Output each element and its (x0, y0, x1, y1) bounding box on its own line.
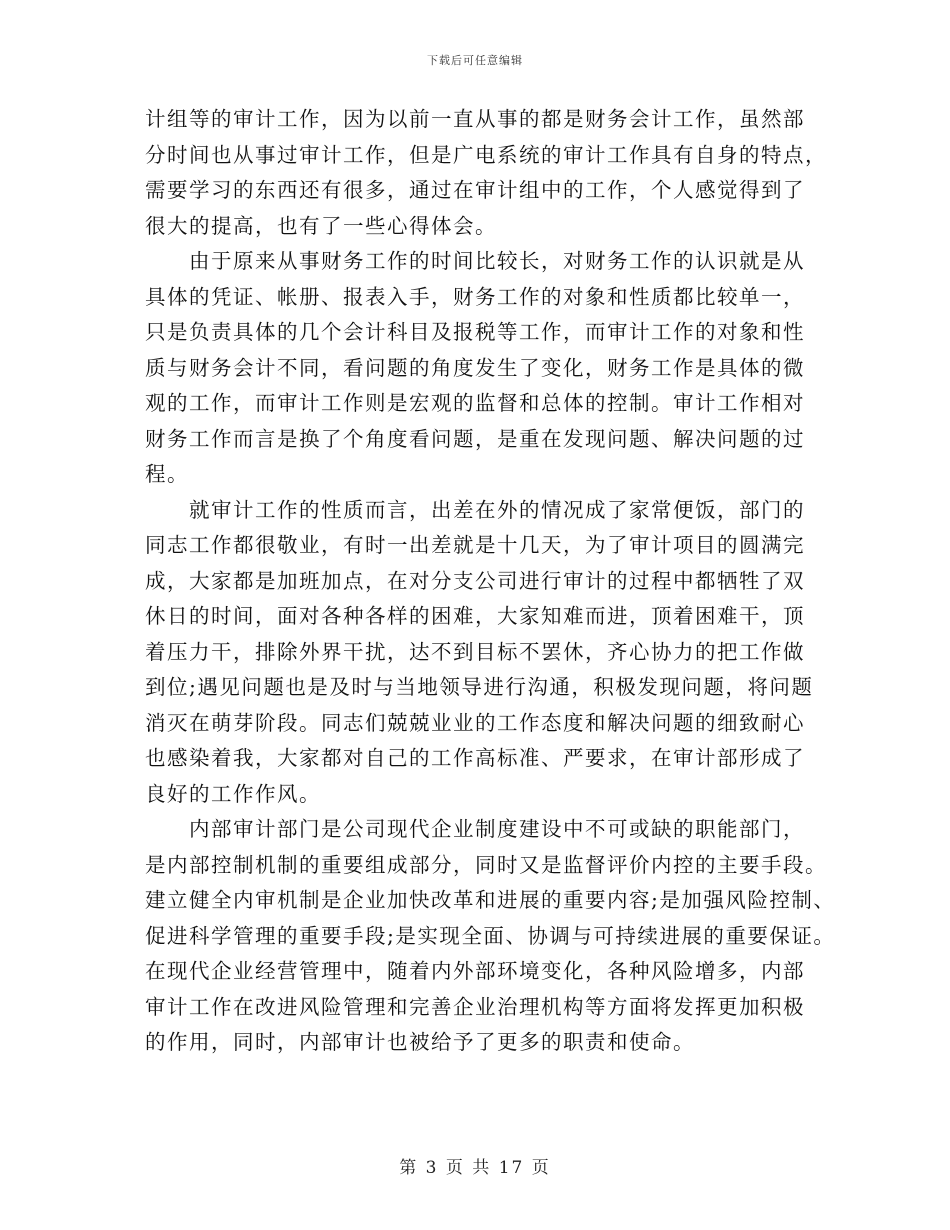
text-line: 着压力干，排除外界干扰，达不到目标不罢休，齐心协力的把工作做 (145, 639, 805, 664)
text-line: 计组等的审计工作，因为以前一直从事的都是财务会计工作，虽然部 (145, 107, 805, 131)
text-line: 是内部控制机制的重要组成部分，同时又是监督评价内控的主要手段。 (145, 852, 827, 877)
text-line: 良好的工作作风。 (145, 781, 321, 806)
text-line: 分时间也从事过审计工作，但是广电系统的审计工作具有自身的特点， (145, 142, 827, 167)
text-line: 内部审计部门是公司现代企业制度建设中不可或缺的职能部门， (145, 817, 805, 841)
text-line: 需要学习的东西还有很多，通过在审计组中的工作，个人感觉得到了 (145, 178, 805, 202)
text-line: 质与财务会计不同，看问题的角度发生了变化，财务工作是具体的微 (145, 355, 805, 380)
text-line: 促进科学管理的重要手段;是实现全面、协调与可持续进展的重要保证。 (145, 923, 836, 948)
text-line: 就审计工作的性质而言，出差在外的情况成了家常便饭，部门的 (145, 497, 805, 522)
text-line: 审计工作在改进风险管理和完善企业治理机构等方面将发挥更加积极 (145, 994, 805, 1019)
document-body (145, 102, 836, 1061)
text-line: 成，大家都是加班加点，在对分支公司进行审计的过程中都牺牲了双 (145, 568, 805, 593)
text-line: 也感染着我，大家都对自己的工作高标准、严要求，在审计部形成了 (145, 746, 805, 770)
text-line: 的作用，同时，内部审计也被给予了更多的职责和使命。 (145, 1030, 695, 1054)
text-line: 财务工作而言是换了个角度看问题，是重在发现问题、解决问题的过 (145, 426, 805, 451)
text-line: 同志工作都很敬业，有时一出差就是十几天，为了审计项目的圆满完 (145, 533, 805, 557)
text-line: 消灭在萌芽阶段。同志们兢兢业业的工作态度和解决问题的细致耐心 (145, 710, 805, 735)
text-line: 具体的凭证、帐册、报表入手，财务工作的对象和性质都比较单一， (145, 284, 805, 309)
page-header-note: 下载后可任意编辑 (427, 54, 523, 67)
text-line: 休日的时间，面对各种各样的困难，大家知难而进，顶着困难干，顶 (145, 604, 805, 628)
text-line: 在现代企业经营管理中，随着内外部环境变化，各种风险增多，内部 (145, 959, 805, 983)
page-number-footer: 第 3 页 共 17 页 (399, 1158, 551, 1178)
text-line: 观的工作，而审计工作则是宏观的监督和总体的控制。审计工作相对 (145, 391, 805, 415)
text-line: 很大的提高，也有了一些心得体会。 (145, 213, 497, 238)
text-line: 建立健全内审机制是企业加快改革和进展的重要内容;是加强风险控制、 (145, 888, 836, 912)
text-line: 只是负责具体的几个会计科目及报税等工作，而审计工作的对象和性 (145, 320, 805, 344)
text-line: 程。 (145, 462, 189, 486)
text-line: 由于原来从事财务工作的时间比较长，对财务工作的认识就是从 (145, 249, 805, 273)
text-line: 到位;遇见问题也是及时与当地领导进行沟通，积极发现问题，将问题 (145, 675, 814, 699)
